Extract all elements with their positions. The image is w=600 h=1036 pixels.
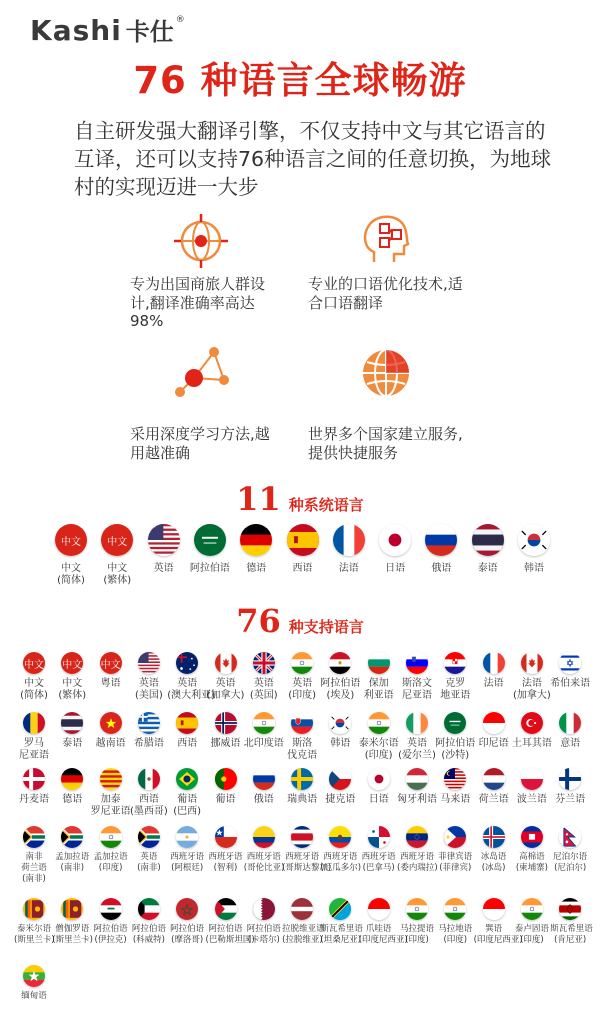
supported-flag-icon: [138, 768, 160, 790]
supported-language-label: 希腊语: [133, 738, 164, 749]
supported-language-label: 英语 (南非): [137, 852, 161, 873]
supported-flag-icon: [138, 898, 160, 920]
supported-language-label: 阿拉伯语 (摩洛哥): [170, 924, 205, 945]
supported-flag-icon: [138, 652, 160, 674]
system-flag-icon: [194, 524, 226, 556]
brand-logo: [30, 12, 185, 52]
system-language-label: 法语: [338, 563, 359, 574]
system-language-label: 韩语: [524, 563, 544, 574]
system-flag-icon: [333, 524, 365, 556]
supported-language-label: 丹麦语: [19, 794, 49, 805]
my-flag-graphic: [444, 768, 466, 790]
fr-flag-graphic: [333, 524, 365, 556]
supported-flag-icon: [406, 898, 428, 920]
supported-flag-icon: [176, 826, 198, 848]
system-flag-icon: [148, 524, 180, 556]
supported-language-label: 越南语: [95, 738, 126, 749]
supported-flag-icon: [368, 712, 390, 734]
brand-registered-mark: ®: [175, 15, 185, 25]
supported-language-label: 阿拉伯语 (埃及): [320, 678, 361, 701]
supported-flag-icon: [291, 712, 313, 734]
lv-flag-graphic: [291, 898, 313, 920]
supported-flag-icon: [215, 898, 237, 920]
supported-language-label: 芬兰语: [555, 794, 586, 805]
feature-text-2: 专业的口语优化技术,适合口语翻译: [308, 275, 463, 312]
supported-language-label: 英语 (印度): [288, 678, 316, 701]
br-flag-graphic: [176, 768, 198, 790]
supported-language-label: 泰卢固语 (印度): [514, 924, 549, 945]
ca-flag-graphic: [215, 652, 237, 674]
supported-flag-icon: [176, 712, 198, 734]
in-flag-graphic: [100, 826, 122, 848]
supported-language-label: 泰语: [62, 738, 83, 749]
brand-cn: 卡仕: [125, 18, 174, 46]
supported-flag-icon: [521, 768, 543, 790]
supported-language-label: 西班牙语 (巴拿马): [361, 852, 396, 873]
ie-flag-graphic: [406, 712, 428, 734]
sk-flag-graphic: [291, 712, 313, 734]
supported-flag-icon: [329, 712, 351, 734]
system-languages-label: 种系统语言: [288, 496, 364, 514]
chinese-badge-label: 中文: [101, 524, 133, 556]
globe-crosshair-icon: [170, 210, 232, 272]
supported-flag-icon: [291, 768, 313, 790]
supported-flag-icon: [521, 652, 543, 674]
supported-flag-icon: [406, 768, 428, 790]
brand-latin: Kashi: [30, 14, 122, 47]
supported-flag-icon: [559, 898, 581, 920]
feature-text-4: 世界多个国家建立服务,提供快捷服务: [308, 425, 463, 462]
es-cat-flag-graphic: [100, 768, 122, 790]
supported-language-label: 马来语: [440, 794, 471, 805]
chinese-badge-label: 中文: [55, 524, 87, 556]
co-flag-graphic: [253, 826, 275, 848]
supported-flag-icon: [368, 826, 390, 848]
supported-flag-icon: [329, 898, 351, 920]
supported-language-label: 南非 荷兰语 (南非): [21, 852, 47, 884]
au-flag-graphic: [176, 652, 198, 674]
il-flag-graphic: [559, 652, 581, 674]
ar-flag-graphic: [176, 826, 198, 848]
gr-flag-graphic: [138, 712, 160, 734]
ru-flag-graphic: [425, 524, 457, 556]
supported-flag-icon: [23, 965, 45, 987]
supported-flag-icon: [483, 768, 505, 790]
supported-language-label: 罗马 尼亚语: [19, 738, 49, 761]
supported-flag-icon: [100, 826, 122, 848]
supported-language-label: 葡语 (巴西): [173, 794, 202, 817]
supported-language-label: 波兰语: [516, 794, 547, 805]
za-flag-graphic: [23, 826, 45, 848]
system-language-label: 俄语: [431, 563, 452, 574]
in-flag-graphic: [368, 712, 390, 734]
supported-language-label: 加泰 罗尼亚语: [90, 794, 131, 817]
se-flag-graphic: [291, 768, 313, 790]
head-brain-icon: [356, 208, 418, 270]
supported-language-label: 英语 (美国): [134, 678, 163, 701]
fr-flag-graphic: [483, 652, 505, 674]
supported-language-label: 西班牙语 (委内瑞拉): [397, 852, 438, 873]
supported-flag-icon: [61, 712, 83, 734]
supported-flag-icon: [444, 898, 466, 920]
system-language-label: 泰语: [477, 563, 498, 574]
supported-flag-icon: [444, 652, 466, 674]
chinese-badge-label: 中文: [100, 652, 122, 674]
tr-flag-graphic: [521, 712, 543, 734]
ph-flag-graphic: [444, 826, 466, 848]
supported-language-label: 荷兰语: [478, 794, 509, 805]
kr-flag-graphic: [518, 524, 550, 556]
supported-flag-icon: [253, 898, 275, 920]
supported-flag-icon: [444, 712, 466, 734]
supported-language-label: 尼泊尔语 (尼泊尔): [553, 852, 588, 873]
supported-flag-icon: [23, 768, 45, 790]
supported-language-label: 阿拉伯语 (沙特): [435, 738, 476, 761]
in-flag-graphic: [253, 712, 275, 734]
kw-flag-graphic: [138, 898, 160, 920]
system-flag-icon: [518, 524, 550, 556]
id-flag-graphic: [483, 712, 505, 734]
supported-flag-icon: [61, 768, 83, 790]
ps-flag-graphic: [215, 898, 237, 920]
kh-flag-graphic: [521, 826, 543, 848]
supported-language-label: 孟加拉语 (南非): [55, 852, 90, 873]
supported-language-label: 缅甸语: [21, 991, 47, 1001]
it-flag-graphic: [559, 712, 581, 734]
supported-language-label: 阿拉伯语 (巴勒斯坦国): [205, 924, 255, 945]
supported-flag-icon: [215, 768, 237, 790]
supported-language-label: 俄语: [253, 794, 274, 805]
in-flag-graphic: [444, 898, 466, 920]
us-flag-graphic: [138, 652, 160, 674]
chinese-badge-label: 中文: [61, 652, 83, 674]
supported-language-label: 马拉提语 (印度): [399, 924, 434, 945]
eg-flag-graphic: [329, 652, 351, 674]
supported-language-label: 阿拉伯语 (伊拉克): [93, 924, 128, 945]
id-flag-graphic: [483, 898, 505, 920]
supported-flag-icon: [100, 768, 122, 790]
cr-flag-graphic: [291, 826, 313, 848]
supported-language-label: 西班牙语 (智利): [208, 852, 243, 873]
supported-language-label: 英语 (英国): [249, 678, 278, 701]
system-flag-icon: [425, 524, 457, 556]
supported-language-label: 巽语 (印度尼西亚): [473, 924, 523, 945]
np-flag-graphic: [559, 826, 581, 848]
system-flag-icon: [472, 524, 504, 556]
supported-language-label: 保加 利亚语: [363, 678, 394, 701]
supported-language-label: 斯洛文 尼亚语: [402, 678, 432, 701]
supported-languages-heading: [0, 602, 600, 640]
si-flag-graphic: [406, 652, 428, 674]
ma-flag-graphic: [176, 898, 198, 920]
supported-language-label: 菲律宾语 (菲律宾): [438, 852, 473, 873]
th-flag-graphic: [472, 524, 504, 556]
system-flag-icon: [55, 524, 87, 556]
no-flag-graphic: [215, 712, 237, 734]
supported-flag-icon: [368, 652, 390, 674]
jp-flag-graphic: [368, 768, 390, 790]
supported-flag-icon: [559, 652, 581, 674]
es-flag-graphic: [287, 524, 319, 556]
system-flag-icon: [379, 524, 411, 556]
supported-flag-icon: [444, 768, 466, 790]
supported-language-label: 斯瓦希里语 (肯尼亚): [550, 924, 593, 945]
system-languages-heading: [0, 480, 600, 518]
us-flag-graphic: [148, 524, 180, 556]
supported-flag-icon: [406, 826, 428, 848]
system-language-label: 中文 (简体): [57, 563, 85, 586]
ec-flag-graphic: [329, 826, 351, 848]
supported-language-label: 马拉地语 (印度): [438, 924, 473, 945]
supported-flag-icon: [215, 712, 237, 734]
supported-flag-icon: [521, 712, 543, 734]
supported-flag-icon: [291, 652, 313, 674]
supported-language-label: 西班牙语 (哥伦比亚): [243, 852, 285, 873]
supported-flag-icon: [444, 826, 466, 848]
supported-language-label: 英语 (爱尔兰): [398, 738, 436, 761]
supported-language-label: 爪哇语 (印度尼西亚): [358, 924, 408, 945]
supported-flag-icon: [559, 768, 581, 790]
supported-language-label: 捷克语: [325, 794, 356, 805]
in-flag-graphic: [521, 898, 543, 920]
za-flag-graphic: [61, 826, 83, 848]
supported-language-label: 德语: [62, 794, 83, 805]
vn-flag-graphic: [100, 712, 122, 734]
supported-language-label: 克罗 地亚语: [440, 678, 471, 701]
system-language-label: 德语: [246, 563, 267, 574]
supported-language-label: 斯瓦希里语 (坦桑尼亚): [320, 924, 363, 945]
lk-flag-graphic: [23, 898, 45, 920]
ke-flag-graphic: [559, 898, 581, 920]
ve-flag-graphic: [406, 826, 428, 848]
supported-flag-icon: [483, 712, 505, 734]
supported-flag-icon: [406, 652, 428, 674]
supported-language-label: 挪威语: [210, 738, 241, 749]
supported-flag-icon: [253, 768, 275, 790]
supported-language-label: 拉脱维亚语 (拉脱维亚): [282, 924, 325, 945]
sa-flag-graphic: [444, 712, 466, 734]
lk-flag-graphic: [61, 898, 83, 920]
supported-flag-icon: [100, 652, 122, 674]
system-language-label: 中文 (繁体): [103, 563, 132, 586]
supported-language-label: 阿拉伯语 (科威特): [131, 924, 166, 945]
supported-flag-icon: [406, 712, 428, 734]
supported-language-label: 僧伽罗语 (斯里兰卡): [52, 924, 93, 945]
supported-language-label: 西班牙语 (哥斯达黎加): [282, 852, 332, 873]
supported-language-label: 冰岛语 (冰岛): [480, 852, 507, 873]
page-title: 76 种语言全球畅游: [133, 59, 467, 102]
supported-flag-icon: [100, 898, 122, 920]
supported-flag-icon: [253, 826, 275, 848]
supported-language-label: 葡语: [215, 794, 236, 805]
supported-language-label: 泰米尔语 (斯里兰卡): [14, 924, 55, 945]
supported-language-label: 英语 (加拿大): [206, 678, 245, 701]
mx-flag-graphic: [138, 768, 160, 790]
kr-flag-graphic: [329, 712, 351, 734]
system-flag-icon: [287, 524, 319, 556]
supported-language-label: 西班牙语 (阿根廷): [170, 852, 205, 873]
sa-flag-graphic: [194, 524, 226, 556]
is-flag-graphic: [483, 826, 505, 848]
supported-flag-icon: [329, 826, 351, 848]
supported-flag-icon: [253, 652, 275, 674]
supported-flag-icon: [23, 898, 45, 920]
supported-language-label: 斯洛 伐克语: [287, 738, 318, 761]
supported-flag-icon: [215, 652, 237, 674]
supported-language-label: 西语: [177, 738, 198, 749]
supported-flag-icon: [23, 712, 45, 734]
ro-flag-graphic: [23, 712, 45, 734]
supported-language-label: 韩语: [330, 738, 351, 749]
supported-languages-count: 76: [236, 602, 281, 640]
supported-language-label: 土耳其语: [511, 738, 552, 749]
hr-flag-graphic: [444, 652, 466, 674]
chinese-badge-label: 中文: [23, 652, 45, 674]
supported-flag-icon: [215, 826, 237, 848]
description: 自主研发强大翻译引擎，不仅支持中文与其它语言的互译，还可以支持76种语言之间的任意切换，为地球村的实现迈进一大步: [74, 119, 552, 199]
system-language-label: 阿拉伯语: [189, 563, 230, 574]
ca-flag-graphic: [521, 652, 543, 674]
supported-flag-icon: [291, 898, 313, 920]
supported-flag-icon: [176, 652, 198, 674]
in-flag-graphic: [291, 652, 313, 674]
hu-flag-graphic: [406, 768, 428, 790]
de-flag-graphic: [61, 768, 83, 790]
za-flag-graphic: [138, 826, 160, 848]
gb-flag-graphic: [253, 652, 275, 674]
supported-flag-icon: [559, 826, 581, 848]
jp-flag-graphic: [379, 524, 411, 556]
supported-language-label: 日语: [368, 794, 389, 805]
system-language-label: 英语: [153, 563, 174, 574]
ru-flag-graphic: [253, 768, 275, 790]
iq-flag-graphic: [100, 898, 122, 920]
supported-flag-icon: [521, 898, 543, 920]
supported-flag-icon: [521, 826, 543, 848]
supported-language-label: 希伯来语: [550, 678, 591, 689]
globe-icon: [355, 342, 417, 404]
pt-flag-graphic: [215, 768, 237, 790]
system-flag-icon: [101, 524, 133, 556]
dk-flag-graphic: [23, 768, 45, 790]
es-flag-graphic: [176, 712, 198, 734]
supported-language-label: 法语 (加拿大): [512, 678, 551, 701]
system-language-label: 西语: [292, 563, 313, 574]
de-flag-graphic: [240, 524, 272, 556]
supported-flag-icon: [138, 826, 160, 848]
supported-flag-icon: [483, 826, 505, 848]
supported-flag-icon: [176, 898, 198, 920]
system-flag-icon: [240, 524, 272, 556]
supported-language-label: 匈牙利语: [397, 794, 437, 805]
supported-language-label: 粤语: [100, 678, 121, 689]
supported-flag-icon: [559, 712, 581, 734]
supported-language-label: 阿拉伯语 (卡塔尔): [246, 924, 281, 945]
qa-flag-graphic: [253, 898, 275, 920]
supported-flag-icon: [368, 768, 390, 790]
th-flag-graphic: [61, 712, 83, 734]
supported-flag-icon: [23, 826, 45, 848]
supported-flag-icon: [23, 652, 45, 674]
supported-language-label: 英语 (澳大利亚): [167, 678, 215, 701]
in-flag-graphic: [406, 898, 428, 920]
supported-flag-icon: [61, 826, 83, 848]
supported-language-label: 印尼语: [478, 738, 509, 749]
supported-language-label: 泰米尔语 (印度): [358, 738, 399, 761]
nl-flag-graphic: [483, 768, 505, 790]
system-language-label: 日语: [385, 563, 406, 574]
supported-languages-label: 种支持语言: [288, 618, 364, 636]
id-flag-graphic: [368, 898, 390, 920]
feature-text-3: 采用深度学习方法,越用越准确: [130, 425, 270, 462]
supported-flag-icon: [176, 768, 198, 790]
network-nodes-icon: [172, 342, 234, 404]
supported-flag-icon: [483, 652, 505, 674]
supported-language-label: 中文 (繁体): [58, 678, 87, 701]
bg-flag-graphic: [368, 652, 390, 674]
feature-text-1: 专为出国商旅人群设计,翻译准确率高达98%: [130, 275, 266, 330]
supported-flag-icon: [483, 898, 505, 920]
supported-flag-icon: [61, 898, 83, 920]
tz-flag-graphic: [329, 898, 351, 920]
supported-flag-icon: [100, 712, 122, 734]
supported-language-label: 北印度语: [243, 738, 284, 749]
supported-flag-icon: [253, 712, 275, 734]
supported-language-label: 中文 (简体): [20, 678, 48, 701]
supported-language-label: 瑞典语: [287, 794, 318, 805]
cz-flag-graphic: [329, 768, 351, 790]
supported-flag-icon: [368, 898, 390, 920]
fi-flag-graphic: [559, 768, 581, 790]
supported-language-label: 意语: [560, 738, 581, 749]
supported-language-label: 高棉语 (柬埔寨): [515, 852, 548, 873]
cl-flag-graphic: [215, 826, 237, 848]
supported-flag-icon: [291, 826, 313, 848]
supported-language-label: 孟加拉语 (印度): [93, 852, 128, 873]
pl-flag-graphic: [521, 768, 543, 790]
supported-flag-icon: [329, 768, 351, 790]
mm-flag-graphic: [23, 965, 45, 987]
supported-language-label: 西语 (墨西哥): [129, 794, 168, 817]
pa-flag-graphic: [368, 826, 390, 848]
supported-flag-icon: [329, 652, 351, 674]
supported-language-label: 法语: [483, 678, 504, 689]
supported-flag-icon: [61, 652, 83, 674]
system-languages-count: 11: [236, 480, 281, 518]
supported-language-label: 西班牙语 (厄瓜多尔): [320, 852, 362, 873]
supported-flag-icon: [138, 712, 160, 734]
